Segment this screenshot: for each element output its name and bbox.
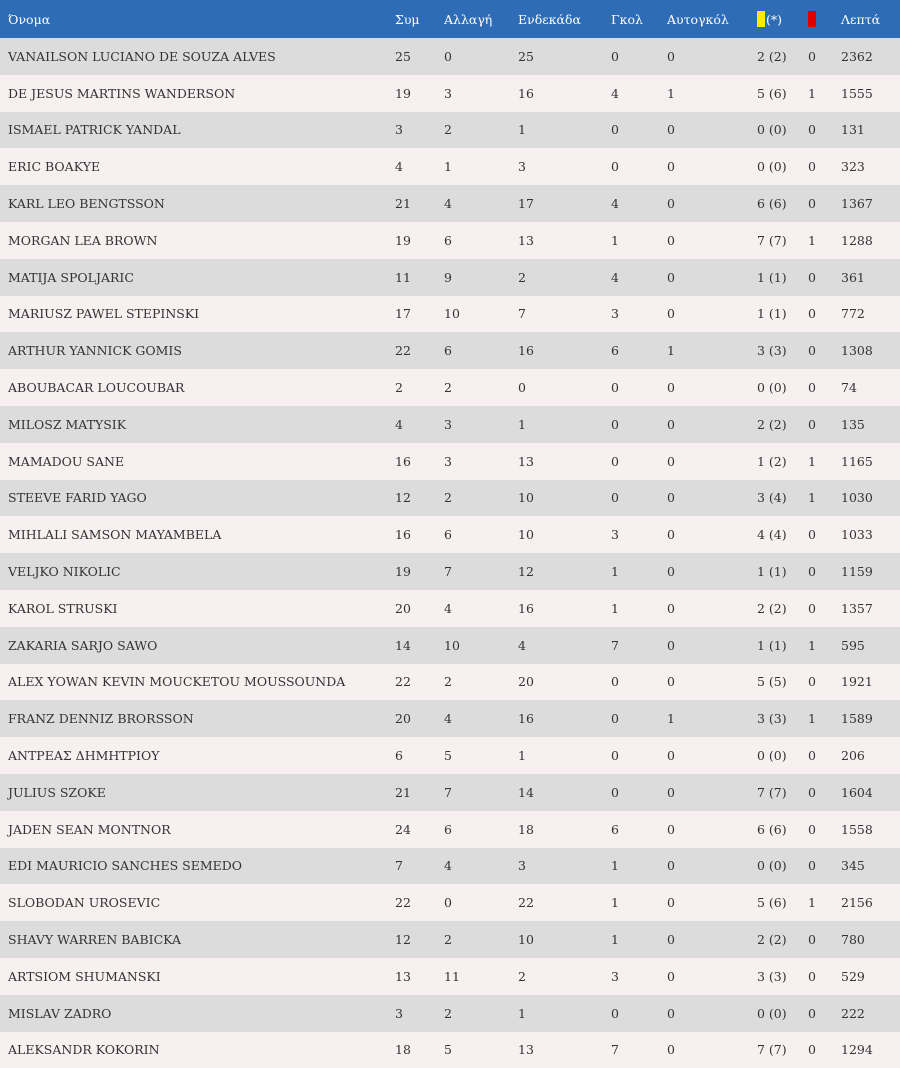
own-goals-cell: 0	[667, 48, 675, 64]
table-row	[0, 553, 900, 590]
minutes-cell: 529	[841, 968, 865, 984]
sub-cell: 2	[444, 932, 452, 948]
starting-cell: 20	[518, 674, 534, 690]
table-row	[0, 222, 900, 259]
own-goals-cell: 0	[667, 380, 675, 396]
yellow-cards-cell: 0 (0)	[757, 159, 787, 175]
starting-cell: 3	[518, 858, 526, 874]
red-cards-cell: 1	[808, 85, 816, 101]
minutes-cell: 1921	[841, 674, 873, 690]
goals-cell: 1	[611, 858, 619, 874]
red-cards-cell: 0	[808, 306, 816, 322]
sub-cell: 3	[444, 85, 452, 101]
red-cards-cell: 1	[808, 895, 816, 911]
sub-cell: 4	[444, 858, 452, 874]
minutes-cell: 1288	[841, 232, 873, 248]
minutes-cell: 1555	[841, 85, 873, 101]
goals-cell: 3	[611, 306, 619, 322]
own-goals-cell: 0	[667, 564, 675, 580]
column-header-name[interactable]: Όνομα	[8, 11, 51, 27]
own-goals-cell: 0	[667, 159, 675, 175]
player-name-cell[interactable]: JULIUS SZOKE	[8, 784, 106, 800]
goals-cell: 0	[611, 453, 619, 469]
apps-cell: 21	[395, 784, 411, 800]
apps-cell: 3	[395, 122, 403, 138]
table-row	[0, 185, 900, 222]
minutes-cell: 1604	[841, 784, 873, 800]
yellow-cards-cell: 6 (6)	[757, 821, 787, 837]
player-name-cell[interactable]: VELJKO NIKOLIC	[8, 564, 121, 580]
column-header-starting[interactable]: Ενδεκάδα	[518, 11, 581, 27]
yellow-suffix-label: (*)	[766, 12, 783, 27]
apps-cell: 4	[395, 416, 403, 432]
own-goals-cell: 0	[667, 122, 675, 138]
column-header-apps[interactable]: Συμ	[395, 11, 420, 27]
player-name-cell[interactable]: ARTSIOM SHUMANSKI	[8, 968, 161, 984]
apps-cell: 18	[395, 1042, 411, 1058]
minutes-cell: 1367	[841, 196, 873, 212]
red-card-icon	[808, 11, 816, 27]
sub-cell: 6	[444, 527, 452, 543]
apps-cell: 16	[395, 453, 411, 469]
red-cards-cell: 0	[808, 416, 816, 432]
yellow-cards-cell: 0 (0)	[757, 748, 787, 764]
yellow-cards-cell: 5 (6)	[757, 895, 787, 911]
apps-cell: 11	[395, 269, 411, 285]
apps-cell: 16	[395, 527, 411, 543]
goals-cell: 0	[611, 784, 619, 800]
red-cards-cell: 1	[808, 490, 816, 506]
table-row	[0, 443, 900, 480]
minutes-cell: 222	[841, 1005, 865, 1021]
table-row	[0, 627, 900, 664]
red-cards-cell: 0	[808, 380, 816, 396]
sub-cell: 4	[444, 711, 452, 727]
own-goals-cell: 0	[667, 821, 675, 837]
starting-cell: 4	[518, 637, 526, 653]
starting-cell: 3	[518, 159, 526, 175]
minutes-cell: 131	[841, 122, 865, 138]
table-row	[0, 995, 900, 1032]
table-row	[0, 75, 900, 112]
player-name-cell[interactable]: ALEX YOWAN KEVIN MOUCKETOU MOUSSOUNDA	[8, 674, 346, 690]
goals-cell: 1	[611, 232, 619, 248]
table-row	[0, 737, 900, 774]
minutes-cell: 772	[841, 306, 865, 322]
starting-cell: 2	[518, 968, 526, 984]
sub-cell: 10	[444, 306, 460, 322]
red-cards-cell: 0	[808, 821, 816, 837]
minutes-cell: 1589	[841, 711, 873, 727]
own-goals-cell: 0	[667, 748, 675, 764]
starting-cell: 16	[518, 343, 534, 359]
own-goals-cell: 0	[667, 196, 675, 212]
own-goals-cell: 0	[667, 895, 675, 911]
starting-cell: 10	[518, 527, 534, 543]
goals-cell: 0	[611, 159, 619, 175]
starting-cell: 10	[518, 490, 534, 506]
column-header-sub[interactable]: Αλλαγή	[444, 11, 493, 27]
starting-cell: 16	[518, 85, 534, 101]
table-header-row	[0, 0, 900, 38]
yellow-cards-cell: 7 (7)	[757, 1042, 787, 1058]
goals-cell: 0	[611, 490, 619, 506]
minutes-cell: 74	[841, 380, 857, 396]
red-cards-cell: 0	[808, 600, 816, 616]
yellow-cards-cell: 3 (3)	[757, 968, 787, 984]
apps-cell: 14	[395, 637, 411, 653]
sub-cell: 6	[444, 232, 452, 248]
own-goals-cell: 0	[667, 232, 675, 248]
sub-cell: 2	[444, 122, 452, 138]
yellow-cards-cell: 1 (1)	[757, 637, 787, 653]
table-body	[0, 38, 900, 1068]
sub-cell: 9	[444, 269, 452, 285]
red-cards-cell: 0	[808, 564, 816, 580]
apps-cell: 4	[395, 159, 403, 175]
goals-cell: 1	[611, 600, 619, 616]
goals-cell: 0	[611, 416, 619, 432]
sub-cell: 4	[444, 196, 452, 212]
table-row	[0, 958, 900, 995]
minutes-cell: 206	[841, 748, 865, 764]
player-name-cell[interactable]: STEEVE FARID YAGO	[8, 490, 147, 506]
sub-cell: 2	[444, 1005, 452, 1021]
yellow-cards-cell: 1 (2)	[757, 453, 787, 469]
starting-cell: 22	[518, 895, 534, 911]
red-cards-cell: 0	[808, 674, 816, 690]
own-goals-cell: 0	[667, 1005, 675, 1021]
yellow-cards-cell: 2 (2)	[757, 48, 787, 64]
starting-cell: 12	[518, 564, 534, 580]
goals-cell: 7	[611, 637, 619, 653]
apps-cell: 7	[395, 858, 403, 874]
sub-cell: 2	[444, 674, 452, 690]
player-name-cell[interactable]: SHAVY WARREN BABICKA	[8, 932, 181, 948]
goals-cell: 1	[611, 895, 619, 911]
goals-cell: 4	[611, 269, 619, 285]
goals-cell: 4	[611, 196, 619, 212]
apps-cell: 12	[395, 490, 411, 506]
table-row	[0, 369, 900, 406]
sub-cell: 11	[444, 968, 460, 984]
player-name-cell[interactable]: MATIJA SPOLJARIC	[8, 269, 134, 285]
minutes-cell: 1357	[841, 600, 873, 616]
player-name-cell[interactable]: MARIUSZ PAWEL STEPINSKI	[8, 306, 200, 322]
table-row	[0, 774, 900, 811]
table-row	[0, 332, 900, 369]
sub-cell: 4	[444, 600, 452, 616]
own-goals-cell: 0	[667, 306, 675, 322]
apps-cell: 12	[395, 932, 411, 948]
player-name-cell[interactable]: MORGAN LEA BROWN	[8, 232, 158, 248]
yellow-cards-cell: 3 (3)	[757, 343, 787, 359]
goals-cell: 6	[611, 821, 619, 837]
table-row	[0, 590, 900, 627]
table-row	[0, 406, 900, 443]
yellow-cards-cell: 3 (3)	[757, 711, 787, 727]
starting-cell: 1	[518, 748, 526, 764]
own-goals-cell: 0	[667, 416, 675, 432]
own-goals-cell: 1	[667, 711, 675, 727]
starting-cell: 16	[518, 711, 534, 727]
yellow-cards-cell: 5 (6)	[757, 85, 787, 101]
column-header-own-goals[interactable]: Αυτογκόλ	[667, 11, 729, 27]
sub-cell: 3	[444, 453, 452, 469]
sub-cell: 0	[444, 895, 452, 911]
starting-cell: 18	[518, 821, 534, 837]
yellow-cards-cell: 0 (0)	[757, 1005, 787, 1021]
minutes-cell: 1558	[841, 821, 873, 837]
minutes-cell: 2362	[841, 48, 873, 64]
yellow-cards-cell: 0 (0)	[757, 380, 787, 396]
sub-cell: 10	[444, 637, 460, 653]
table-row	[0, 112, 900, 149]
table-row	[0, 38, 900, 75]
apps-cell: 22	[395, 895, 411, 911]
player-name-cell[interactable]: ΑΝΤΡΕΑΣ ΔΗΜΗΤΡΙΟΥ	[8, 748, 160, 764]
player-name-cell[interactable]: ERIC BOAKYE	[8, 159, 101, 175]
yellow-cards-cell: 2 (2)	[757, 600, 787, 616]
player-name-cell[interactable]: ARTHUR YANNICK GOMIS	[8, 343, 182, 359]
red-cards-cell: 0	[808, 784, 816, 800]
player-name-cell[interactable]: ZAKARIA SARJO SAWO	[8, 637, 158, 653]
goals-cell: 3	[611, 968, 619, 984]
starting-cell: 1	[518, 1005, 526, 1021]
starting-cell: 10	[518, 932, 534, 948]
sub-cell: 0	[444, 48, 452, 64]
table-row	[0, 921, 900, 958]
red-cards-cell: 0	[808, 748, 816, 764]
red-cards-cell: 1	[808, 453, 816, 469]
minutes-cell: 361	[841, 269, 865, 285]
red-cards-cell: 0	[808, 196, 816, 212]
yellow-cards-cell: 3 (4)	[757, 490, 787, 506]
minutes-cell: 135	[841, 416, 865, 432]
sub-cell: 7	[444, 564, 452, 580]
sub-cell: 2	[444, 380, 452, 396]
red-cards-cell: 0	[808, 343, 816, 359]
yellow-cards-cell: 7 (7)	[757, 784, 787, 800]
own-goals-cell: 0	[667, 1042, 675, 1058]
player-name-cell[interactable]: MILOSZ MATYSIK	[8, 416, 127, 432]
yellow-cards-cell: 2 (2)	[757, 416, 787, 432]
own-goals-cell: 0	[667, 674, 675, 690]
goals-cell: 0	[611, 380, 619, 396]
player-name-cell[interactable]: JADEN SEAN MONTNOR	[8, 821, 171, 837]
minutes-cell: 2156	[841, 895, 873, 911]
starting-cell: 0	[518, 380, 526, 396]
red-cards-cell: 0	[808, 1005, 816, 1021]
player-name-cell[interactable]: MIHLALI SAMSON MAYAMBELA	[8, 527, 222, 543]
own-goals-cell: 1	[667, 85, 675, 101]
apps-cell: 6	[395, 748, 403, 764]
starting-cell: 16	[518, 600, 534, 616]
goals-cell: 4	[611, 85, 619, 101]
red-cards-cell: 0	[808, 932, 816, 948]
column-header-red-cards[interactable]	[808, 0, 841, 38]
player-name-cell[interactable]: MISLAV ZADRO	[8, 1005, 112, 1021]
table-row	[0, 296, 900, 333]
red-cards-cell: 1	[808, 711, 816, 727]
starting-cell: 13	[518, 232, 534, 248]
goals-cell: 0	[611, 711, 619, 727]
sub-cell: 3	[444, 416, 452, 432]
table-row	[0, 259, 900, 296]
apps-cell: 19	[395, 564, 411, 580]
player-name-cell[interactable]: VANAILSON LUCIANO DE SOUZA ALVES	[8, 48, 276, 64]
apps-cell: 25	[395, 48, 411, 64]
red-cards-cell: 0	[808, 968, 816, 984]
apps-cell: 3	[395, 1005, 403, 1021]
player-name-cell[interactable]: ALEKSANDR KOKORIN	[8, 1042, 160, 1058]
table-row	[0, 148, 900, 185]
starting-cell: 7	[518, 306, 526, 322]
starting-cell: 13	[518, 453, 534, 469]
sub-cell: 5	[444, 748, 452, 764]
goals-cell: 0	[611, 748, 619, 764]
goals-cell: 6	[611, 343, 619, 359]
goals-cell: 0	[611, 674, 619, 690]
minutes-cell: 1159	[841, 564, 873, 580]
sub-cell: 7	[444, 784, 452, 800]
minutes-cell: 323	[841, 159, 865, 175]
player-name-cell[interactable]: ABOUBACAR LOUCOUBAR	[8, 380, 185, 396]
table-row	[0, 700, 900, 737]
player-name-cell[interactable]: MAMADOU SANE	[8, 453, 125, 469]
yellow-cards-cell: 7 (7)	[757, 232, 787, 248]
column-header-goals[interactable]: Γκολ	[611, 11, 643, 27]
yellow-cards-cell: 2 (2)	[757, 932, 787, 948]
goals-cell: 7	[611, 1042, 619, 1058]
red-cards-cell: 0	[808, 269, 816, 285]
sub-cell: 2	[444, 490, 452, 506]
yellow-cards-cell: 5 (5)	[757, 674, 787, 690]
red-cards-cell: 0	[808, 48, 816, 64]
minutes-cell: 1165	[841, 453, 873, 469]
column-header-minutes[interactable]: Λεπτά	[841, 11, 881, 27]
apps-cell: 22	[395, 343, 411, 359]
own-goals-cell: 1	[667, 343, 675, 359]
minutes-cell: 1033	[841, 527, 873, 543]
apps-cell: 20	[395, 600, 411, 616]
yellow-card-icon	[757, 11, 765, 27]
apps-cell: 20	[395, 711, 411, 727]
starting-cell: 1	[518, 122, 526, 138]
minutes-cell: 780	[841, 932, 865, 948]
starting-cell: 17	[518, 196, 534, 212]
sub-cell: 5	[444, 1042, 452, 1058]
yellow-cards-cell: 0 (0)	[757, 858, 787, 874]
apps-cell: 19	[395, 232, 411, 248]
own-goals-cell: 0	[667, 600, 675, 616]
own-goals-cell: 0	[667, 784, 675, 800]
starting-cell: 25	[518, 48, 534, 64]
table-row	[0, 884, 900, 921]
own-goals-cell: 0	[667, 858, 675, 874]
own-goals-cell: 0	[667, 490, 675, 506]
player-name-cell[interactable]: SLOBODAN UROSEVIC	[8, 895, 161, 911]
goals-cell: 3	[611, 527, 619, 543]
apps-cell: 21	[395, 196, 411, 212]
red-cards-cell: 0	[808, 858, 816, 874]
apps-cell: 22	[395, 674, 411, 690]
yellow-cards-cell: 4 (4)	[757, 527, 787, 543]
own-goals-cell: 0	[667, 968, 675, 984]
goals-cell: 0	[611, 1005, 619, 1021]
column-header-yellow-cards[interactable]	[757, 0, 808, 38]
yellow-cards-cell: 0 (0)	[757, 122, 787, 138]
goals-cell: 1	[611, 564, 619, 580]
yellow-cards-cell: 1 (1)	[757, 564, 787, 580]
sub-cell: 1	[444, 159, 452, 175]
player-name-cell[interactable]: ISMAEL PATRICK YANDAL	[8, 122, 181, 138]
own-goals-cell: 0	[667, 453, 675, 469]
player-name-cell[interactable]: KAROL STRUSKI	[8, 600, 118, 616]
own-goals-cell: 0	[667, 932, 675, 948]
goals-cell: 0	[611, 122, 619, 138]
own-goals-cell: 0	[667, 637, 675, 653]
table-row	[0, 480, 900, 517]
sub-cell: 6	[444, 821, 452, 837]
red-cards-cell: 0	[808, 159, 816, 175]
apps-cell: 17	[395, 306, 411, 322]
yellow-cards-cell: 6 (6)	[757, 196, 787, 212]
apps-cell: 24	[395, 821, 411, 837]
minutes-cell: 345	[841, 858, 865, 874]
table-row	[0, 1032, 900, 1068]
own-goals-cell: 0	[667, 269, 675, 285]
red-cards-cell: 0	[808, 527, 816, 543]
own-goals-cell: 0	[667, 527, 675, 543]
starting-cell: 2	[518, 269, 526, 285]
player-name-cell[interactable]: DE JESUS MARTINS WANDERSON	[8, 85, 236, 101]
goals-cell: 0	[611, 48, 619, 64]
apps-cell: 2	[395, 380, 403, 396]
starting-cell: 13	[518, 1042, 534, 1058]
red-cards-cell: 1	[808, 232, 816, 248]
apps-cell: 19	[395, 85, 411, 101]
starting-cell: 14	[518, 784, 534, 800]
red-cards-cell: 0	[808, 1042, 816, 1058]
goals-cell: 1	[611, 932, 619, 948]
minutes-cell: 595	[841, 637, 865, 653]
table-row	[0, 664, 900, 701]
minutes-cell: 1294	[841, 1042, 873, 1058]
table-row	[0, 516, 900, 553]
yellow-cards-cell: 1 (1)	[757, 269, 787, 285]
yellow-cards-cell: 1 (1)	[757, 306, 787, 322]
table-row	[0, 848, 900, 885]
player-name-cell[interactable]: KARL LEO BENGTSSON	[8, 196, 165, 212]
table-row	[0, 811, 900, 848]
sub-cell: 6	[444, 343, 452, 359]
apps-cell: 13	[395, 968, 411, 984]
minutes-cell: 1030	[841, 490, 873, 506]
player-name-cell[interactable]: FRANZ DENNIZ BRORSSON	[8, 711, 194, 727]
player-name-cell[interactable]: EDI MAURICIO SANCHES SEMEDO	[8, 858, 243, 874]
red-cards-cell: 1	[808, 637, 816, 653]
starting-cell: 1	[518, 416, 526, 432]
red-cards-cell: 0	[808, 122, 816, 138]
minutes-cell: 1308	[841, 343, 873, 359]
